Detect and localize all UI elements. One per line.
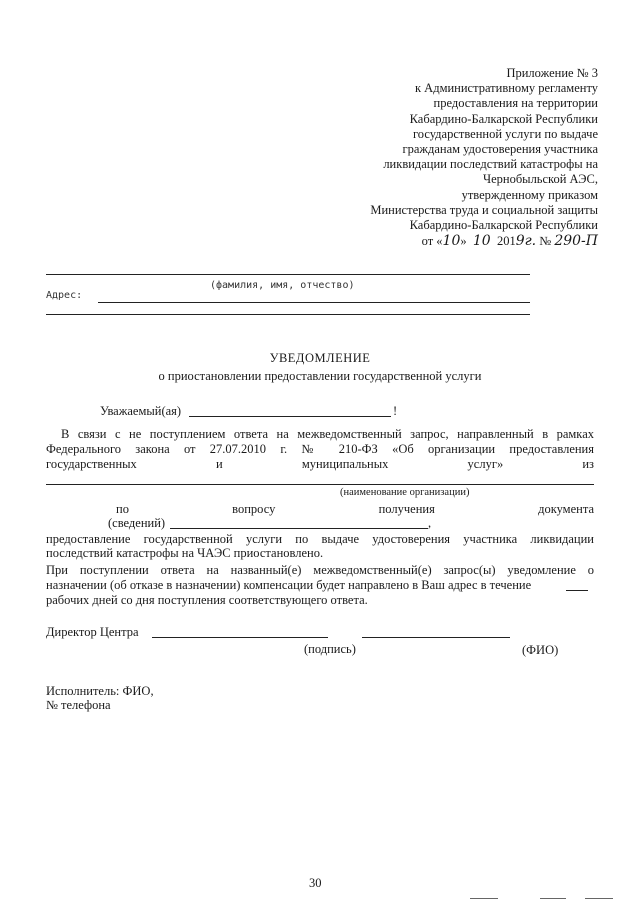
address-label: Адрес:	[46, 290, 83, 301]
header-line: Кабардино-Балкарской Республики	[409, 111, 598, 126]
days-count-line[interactable]	[566, 590, 588, 591]
handwritten-order-number: 290-П	[554, 233, 598, 250]
header-line: государственной услуги по выдаче	[412, 126, 598, 141]
notice-title: УВЕДОМЛЕНИЕ	[269, 351, 371, 365]
documents-line[interactable]	[170, 528, 428, 529]
paragraph-line: последствий катастрофы на ЧАЭС приостановлено.	[46, 546, 324, 560]
paragraph-line: по вопросу получения документа	[116, 502, 594, 516]
scan-artifact-line	[470, 898, 498, 899]
organization-line[interactable]	[46, 484, 594, 485]
address-line-2[interactable]	[46, 314, 530, 315]
executor-phone: № телефона	[46, 698, 111, 712]
paragraph-line: государственных и муниципальных услуг» из	[46, 457, 594, 471]
scan-artifact-line	[585, 898, 613, 899]
executor-name: Исполнитель: ФИО,	[46, 684, 154, 698]
header-line: предоставления на территории	[433, 96, 598, 111]
header-line: Кабардино-Балкарской Республики	[409, 218, 598, 233]
paragraph-line: предоставление государственной услуги по выдаче удостоверения участника ликвидации	[46, 532, 594, 546]
signature-hint: (подпись)	[304, 642, 356, 656]
appendix-header	[370, 66, 598, 249]
header-line: к Административному регламенту	[414, 81, 598, 96]
scan-artifact-line	[540, 898, 566, 899]
greeting-label: Уважаемый(ая)	[100, 404, 182, 418]
greeting-name-line[interactable]	[189, 416, 391, 417]
recipient-fio-line[interactable]	[46, 274, 530, 275]
recipient-fio-hint: (фамилия, имя, отчество)	[210, 280, 355, 291]
director-fio-line[interactable]	[362, 637, 510, 638]
header-line: гражданам удостоверения участника	[402, 142, 598, 157]
header-line: Министерства труда и социальной защиты	[370, 202, 598, 217]
documents-line-end: ,	[428, 516, 432, 530]
header-line: утвержденному приказом	[461, 187, 598, 202]
director-label: Директор Центра	[46, 625, 139, 639]
page-number: 30	[309, 876, 322, 890]
order-date-line: от «10» 10 2019г. № 290-П	[421, 233, 598, 250]
handwritten-day: 10	[442, 233, 461, 250]
signature-line[interactable]	[152, 637, 328, 638]
fio-hint: (ФИО)	[522, 643, 559, 657]
header-line: Приложение № 3	[506, 66, 598, 80]
paragraph-line: рабочих дней со дня поступления соответствующего ответа.	[46, 593, 368, 607]
address-line-1[interactable]	[98, 302, 530, 303]
documents-label: (сведений)	[108, 516, 166, 530]
paragraph-line: При поступлении ответа на названный(е) межведомственный(е) запрос(ы) уведомление о	[46, 563, 594, 577]
handwritten-year: 9г.	[515, 233, 537, 250]
paragraph-line: Федерального закона от 27.07.2010 г. № 210-ФЗ «Об организации предоставления	[46, 442, 594, 456]
paragraph-line: назначении (об отказе в назначении) компенсации будет направлено в Ваш адрес в течение	[46, 578, 532, 592]
header-line: Чернобыльской АЭС,	[482, 172, 598, 187]
notice-subtitle: о приостановлении предоставлении государственной услуги	[158, 369, 482, 383]
greeting-end: !	[393, 404, 398, 418]
organization-hint: (наименование организации)	[340, 487, 470, 498]
handwritten-month: 10	[472, 233, 491, 250]
paragraph-line: В связи с не поступлением ответа на межведомственный запрос, направленный в рамках	[61, 427, 594, 441]
header-line: ликвидации последствий катастрофы на	[383, 157, 598, 172]
